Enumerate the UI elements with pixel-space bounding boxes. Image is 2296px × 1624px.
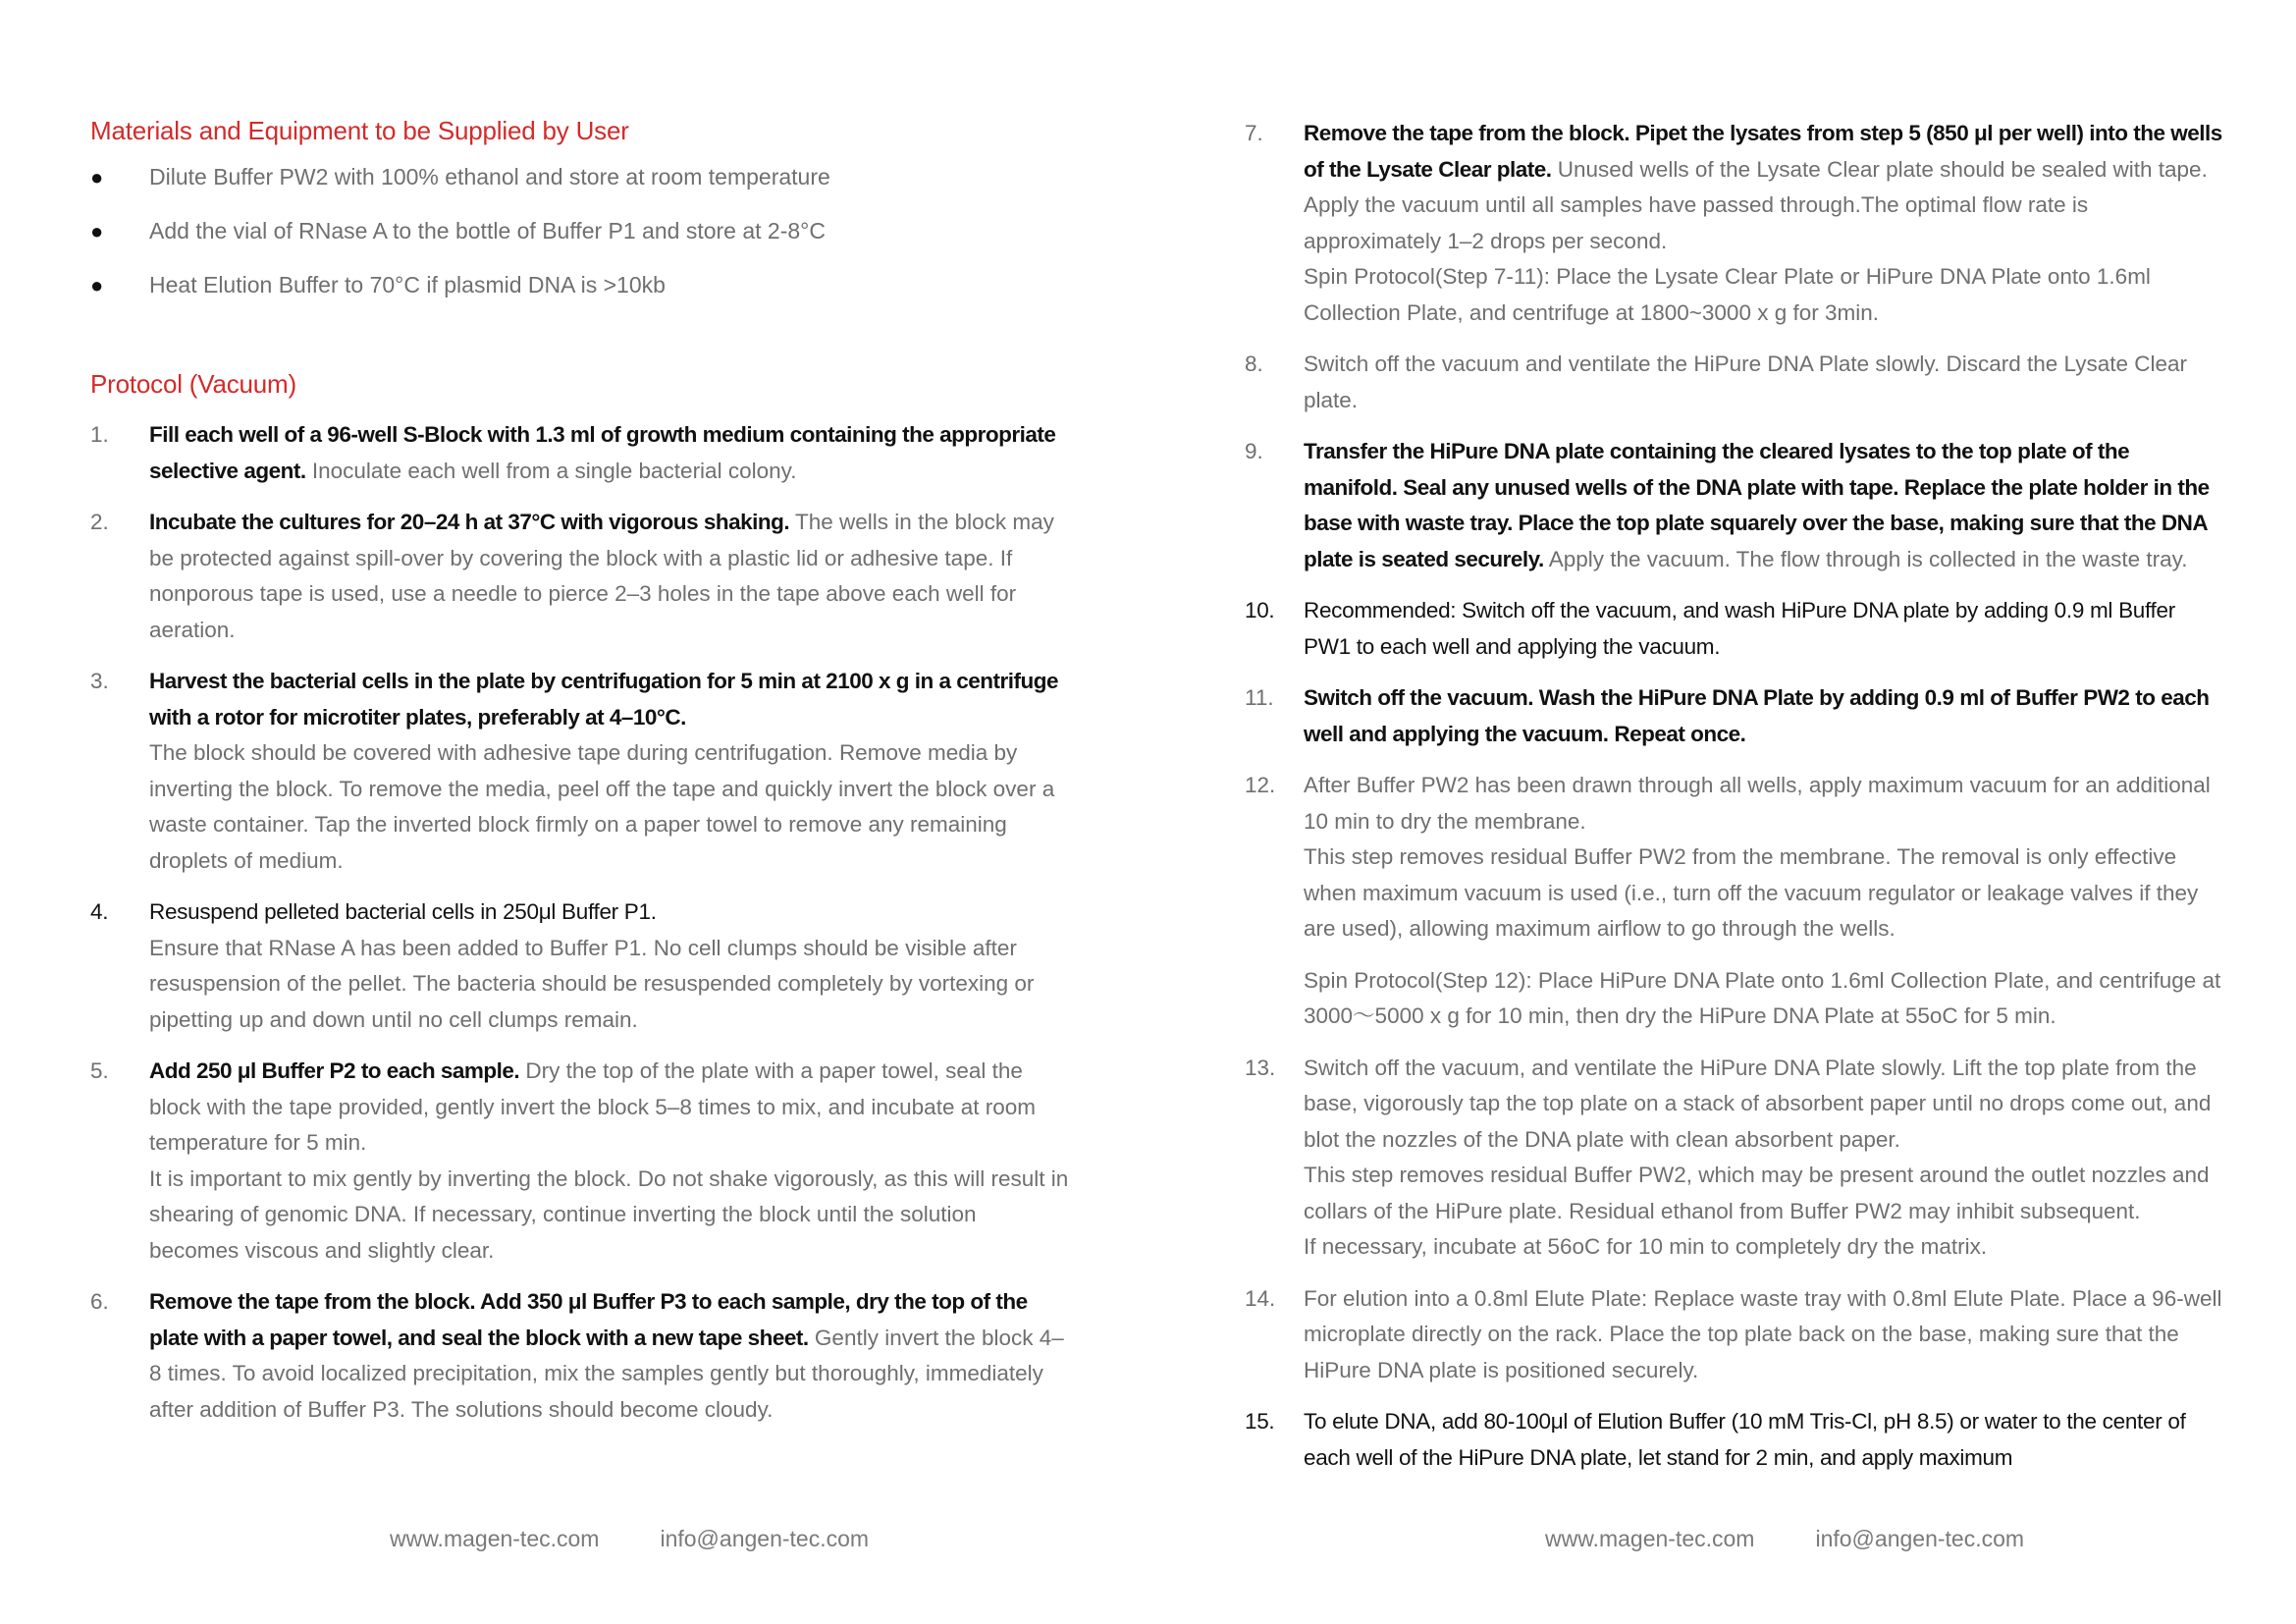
step-text: Unused wells of the Lysate Clear plate should be sealed with tape. Apply the vacuum until all samples have passed through.The optimal flow rate is approximately 1–2 drops per second. xyxy=(1304,156,2208,253)
step-body xyxy=(149,1284,1072,1428)
step-number: 13. xyxy=(1245,1055,1276,1080)
step-lead: Remove the tape from the block. Add 350 μl Buffer P3 to each sample, dry the top of the plate with a paper towel, and seal the block with a new tape sheet. xyxy=(149,1289,1028,1350)
footer-right xyxy=(1545,1526,2024,1552)
step-number: 14. xyxy=(1245,1285,1276,1311)
step-body xyxy=(149,664,1072,879)
step-number: 2. xyxy=(90,510,109,534)
step-lead: Harvest the bacterial cells in the plate by centrifugation for 5 min at 2100 x g in a centrifuge with a rotor for microtiter plates, preferably at 4–10°C. xyxy=(149,669,1059,730)
step-6 xyxy=(90,1284,1072,1428)
step-body xyxy=(1304,768,2226,1035)
step-text: For elution into a 0.8ml Elute Plate: Replace waste tray with 0.8ml Elute Plate. Place a 96-well microplate directly on the rack. Place the top plate back on the base, making sure that the HiPure DNA plate is positioned securely. xyxy=(1304,1285,2222,1382)
step-note-2: If necessary, incubate at 56oC for 10 min to completely dry the matrix. xyxy=(1304,1234,1988,1259)
step-note: This step removes residual Buffer PW2, which may be present around the outlet nozzles and collars of the HiPure plate. Residual ethanol from Buffer PW2 may inhibit subsequent. xyxy=(1304,1163,2210,1223)
step-text: Switch off the vacuum, and ventilate the HiPure DNA Plate slowly. Lift the top plate from the base, vigorously tap the top plate on a stack of absorbent paper until no drops come out, and blot the nozzles of the DNA plate with clean absorbent paper. xyxy=(1304,1055,2212,1152)
left-page xyxy=(90,116,1072,1443)
step-text: The wells in the block may be protected against spill-over by covering the block with a plastic lid or adhesive tape. If nonporous tape is used, use a needle to pierce 2–3 holes in the tape above each well for aeration. xyxy=(149,510,1054,642)
bullet-icon: ● xyxy=(90,165,104,189)
step-body xyxy=(149,505,1072,648)
materials-heading: Materials and Equipment to be Supplied by User xyxy=(90,116,629,145)
step-lead: Transfer the HiPure DNA plate containing the cleared lysates to the top plate of the manifold. Seal any unused wells of the DNA plate with tape. Replace the plate holder in the base with waste tray. Place the top plate squarely over the base, making sure that the DNA plate is seated securely. xyxy=(1304,439,2210,571)
footer-email-link[interactable]: info@angen-tec.com xyxy=(660,1526,870,1551)
step-note: It is important to mix gently by inverting the block. Do not shake vigorously, as this will result in shearing of genomic DNA. If necessary, continue inverting the block until the solution becomes viscous and slightly clear. xyxy=(149,1165,1069,1263)
protocol-steps-continued xyxy=(1245,116,2226,1476)
step-2 xyxy=(90,505,1072,648)
step-text: Apply the vacuum. The flow through is collected in the waste tray. xyxy=(1543,546,2188,571)
materials-item xyxy=(90,164,1072,190)
step-text: Switch off the vacuum and ventilate the HiPure DNA Plate slowly. Discard the Lysate Clear plate. xyxy=(1304,352,2188,412)
step-body xyxy=(149,894,1072,1038)
step-number: 1. xyxy=(90,422,109,447)
protocol-heading: Protocol (Vacuum) xyxy=(90,369,296,399)
materials-item xyxy=(90,218,1072,244)
step-lead: Add 250 μl Buffer P2 to each sample. xyxy=(149,1058,520,1083)
step-body xyxy=(149,1054,1072,1269)
step-12 xyxy=(1245,768,2226,1035)
footer-website-link[interactable]: www.magen-tec.com xyxy=(390,1526,600,1551)
materials-list xyxy=(90,164,1072,298)
step-number: 11. xyxy=(1245,685,1274,710)
step-text: Gently invert the block 4–8 times. To avoid localized precipitation, mix the samples gently but thoroughly, immediately after addition of Buffer P3. The solutions should become cloudy. xyxy=(149,1325,1064,1422)
step-number: 10. xyxy=(1245,598,1275,623)
step-body xyxy=(1304,116,2226,331)
right-page xyxy=(1245,116,2226,1491)
step-lead: Fill each well of a 96-well S-Block with 1.3 ml of growth medium containing the appropriate selective agent. xyxy=(149,422,1056,483)
step-number: 3. xyxy=(90,669,109,693)
footer-email-link[interactable]: info@angen-tec.com xyxy=(1815,1526,2025,1551)
step-body xyxy=(1304,1051,2226,1266)
step-text: Ensure that RNase A has been added to Buffer P1. No cell clumps should be visible after resuspension of the pellet. The bacteria should be resuspended completely by vortexing or pipetting up and down until no cell clumps remain. xyxy=(149,935,1035,1032)
step-text: The block should be covered with adhesive tape during centrifugation. Remove media by inverting the block. To remove the media, peel off the tape and quickly invert the block over a waste container. Tap the inverted block firmly on a paper towel to remove any remaining droplets of medium. xyxy=(149,740,1055,873)
step-8 xyxy=(1245,347,2226,418)
step-text: Recommended: Switch off the vacuum, and wash HiPure DNA plate by adding 0.9 ml Buffer PW1 to each well and applying the vacuum. xyxy=(1304,598,2175,659)
step-body xyxy=(1304,1281,2226,1389)
step-15 xyxy=(1245,1404,2226,1476)
step-number: 7. xyxy=(1245,121,1263,145)
step-body xyxy=(1304,1404,2226,1476)
step-14 xyxy=(1245,1281,2226,1389)
step-body xyxy=(1304,347,2226,418)
protocol-steps xyxy=(90,417,1072,1428)
step-text: Dry the top of the plate with a paper towel, seal the block with the tape provided, gently invert the block 5–8 times to mix, and incubate at room temperature for 5 min. xyxy=(149,1058,1036,1155)
step-5 xyxy=(90,1054,1072,1269)
step-1 xyxy=(90,417,1072,489)
step-13 xyxy=(1245,1051,2226,1266)
step-number: 8. xyxy=(1245,352,1263,376)
spin-protocol-note: Spin Protocol(Step 7-11): Place the Lysate Clear Plate or HiPure DNA Plate onto 1.6ml Collection Plate, and centrifuge at 1800~3000 x g for 3min. xyxy=(1304,264,2151,325)
step-11 xyxy=(1245,680,2226,752)
spin-protocol-note: Spin Protocol(Step 12): Place HiPure DNA Plate onto 1.6ml Collection Plate, and centrifuge at 3000～5000 x g for 10 min, then dry the HiPure DNA Plate at 55oC for 5 min. xyxy=(1304,967,2221,1028)
step-note: This step removes residual Buffer PW2 from the membrane. The removal is only effective when maximum vacuum is used (i.e., turn off the vacuum regulator or leakage valves if they are used), allowing maximum airflow to go through the wells. xyxy=(1304,844,2199,941)
step-number: 12. xyxy=(1245,773,1276,797)
step-9 xyxy=(1245,434,2226,577)
step-body xyxy=(1304,593,2226,665)
step-3 xyxy=(90,664,1072,879)
step-lead: Remove the tape from the block. Pipet the lysates from step 5 (850 μl per well) into the wells of the Lysate Clear plate. xyxy=(1304,121,2222,182)
materials-item-text: Add the vial of RNase A to the bottle of Buffer P1 and store at 2-8°C xyxy=(149,218,826,244)
step-text: After Buffer PW2 has been drawn through all wells, apply maximum vacuum for an additional 10 min to dry the membrane. xyxy=(1304,773,2211,834)
step-4 xyxy=(90,894,1072,1038)
materials-item xyxy=(90,272,1072,298)
step-10 xyxy=(1245,593,2226,665)
step-number: 6. xyxy=(90,1289,109,1314)
step-number: 15. xyxy=(1245,1409,1275,1434)
step-lead: Resuspend pelleted bacterial cells in 250μl Buffer P1. xyxy=(149,899,657,924)
step-body xyxy=(1304,434,2226,577)
step-text: Inoculate each well from a single bacterial colony. xyxy=(305,458,797,483)
step-7 xyxy=(1245,116,2226,331)
footer-left xyxy=(390,1526,869,1552)
bullet-icon: ● xyxy=(90,219,104,244)
step-number: 4. xyxy=(90,899,109,924)
step-body xyxy=(149,417,1072,489)
step-body xyxy=(1304,680,2226,752)
step-number: 9. xyxy=(1245,439,1263,463)
materials-item-text: Dilute Buffer PW2 with 100% ethanol and store at room temperature xyxy=(149,164,830,189)
materials-item-text: Heat Elution Buffer to 70°C if plasmid DNA is >10kb xyxy=(149,272,666,298)
step-lead: Incubate the cultures for 20–24 h at 37°C with vigorous shaking. xyxy=(149,510,790,534)
step-number: 5. xyxy=(90,1058,109,1083)
footer-website-link[interactable]: www.magen-tec.com xyxy=(1545,1526,1755,1551)
bullet-icon: ● xyxy=(90,273,104,298)
step-text: To elute DNA, add 80-100μl of Elution Buffer (10 mM Tris-Cl, pH 8.5) or water to the center of each well of the HiPure DNA plate, let stand for 2 min, and apply maximum xyxy=(1304,1409,2186,1470)
step-lead: Switch off the vacuum. Wash the HiPure DNA Plate by adding 0.9 ml of Buffer PW2 to each well and applying the vacuum. Repeat once. xyxy=(1304,685,2210,746)
